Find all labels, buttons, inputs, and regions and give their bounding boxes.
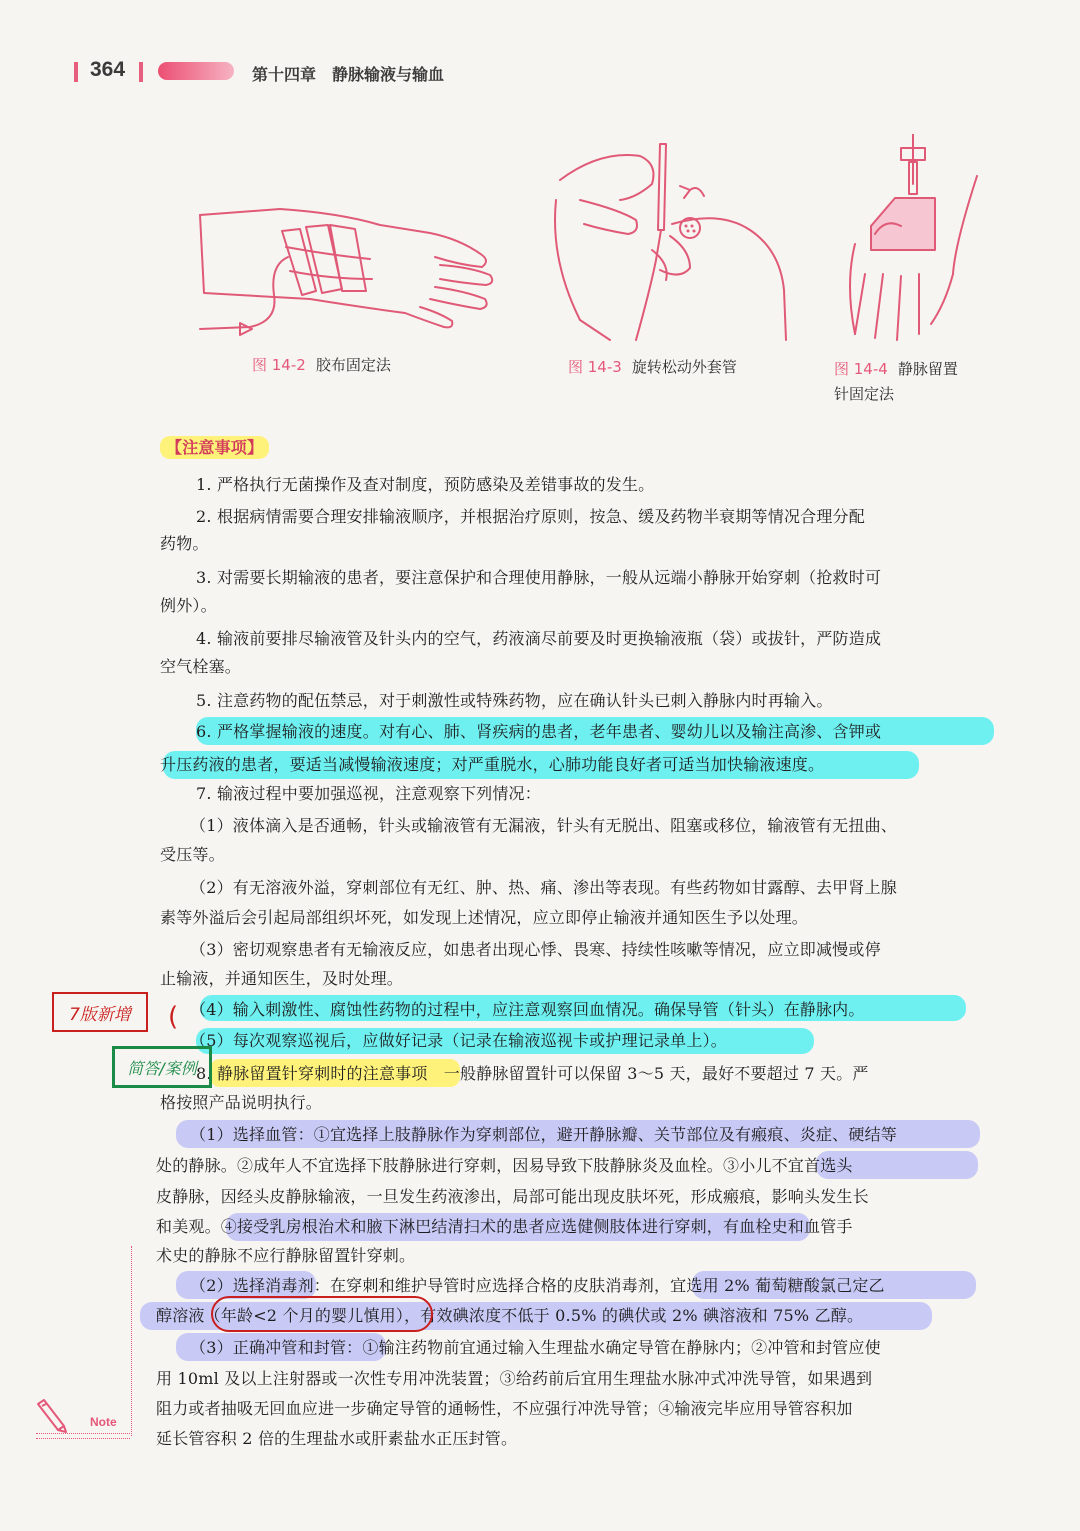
text-line: 药物。 [160,534,209,553]
annotation-bracket: ( [168,1002,179,1032]
text-line: 6. 严格掌握输液的速度。对有心、肺、肾疾病的患者，老年患者、婴幼儿以及输注高渗、含钾或 [196,722,882,741]
pencil-icon [34,1398,74,1434]
figure-14-4-illustration [835,134,980,344]
text-line: 受压等。 [160,845,225,864]
text-line: （3）密切观察患者有无输液反应，如患者出现心悸、畏寒、持续性咳嗽等情况，应立即减慢或停 [190,940,881,959]
text-line: （2）选择消毒剂：在穿刺和维护导管时应选择合格的皮肤消毒剂，宜选用 2% 葡萄糖酸氯己定乙 [190,1276,885,1295]
text-line: （1）选择血管：①宜选择上肢静脉作为穿刺部位，避开静脉瓣、关节部位及有瘢痕、炎症、硬结等 [190,1125,897,1144]
header-pill [158,62,234,80]
figure-14-4-caption-line2: 针固定法 [834,385,895,403]
text-line: 处的静脉。②成年人不宜选择下肢静脉进行穿刺，因易导致下肢静脉炎及血栓。③小儿不宜首选头 [156,1156,853,1175]
text-line: 醇溶液（年龄<2 个月的婴儿慎用），有效碘浓度不低于 0.5% 的碘伏或 2% 碘溶液和 75% 乙醇。 [156,1306,864,1325]
text-line: 延长管容积 2 倍的生理盐水或肝素盐水正压封管。 [156,1429,518,1448]
figure-14-3-illustration [540,140,790,350]
chapter-title: 第十四章 静脉输液与输血 [252,65,445,84]
section-title: 【注意事项】 [160,437,269,459]
figure-14-2-illustration [190,195,500,345]
figure-14-4-caption: 图 14-4 静脉留置 [834,360,958,378]
text-line: 素等外溢后会引起局部组织坏死，如发现上述情况，应立即停止输液并通知医生予以处理。 [160,908,809,927]
text-line: 例外）。 [160,596,217,615]
figure-14-3-caption: 图 14-3 旋转松动外套管 [568,358,737,376]
annotation-new-content-box: 7版新增 [52,992,148,1032]
annotation-question-type-box: 简答/案例 [112,1046,212,1088]
text-line: （2）有无溶液外溢，穿刺部位有无红、肿、热、痛、渗出等表现。有些药物如甘露醇、去甲肾上腺 [190,878,897,897]
note-divider-2 [36,1438,130,1439]
text-line: 2. 根据病情需要合理安排输液顺序，并根据治疗原则，按急、缓及药物半衰期等情况合理分配 [196,507,865,526]
text-line: 8. 静脉留置针穿刺时的注意事项 一般静脉留置针可以保留 3～5 天，最好不要超过 7 天。严 [196,1064,869,1083]
text-line: 5. 注意药物的配伍禁忌，对于刺激性或特殊药物，应在确认针头已刺入静脉内时再输入。 [196,691,833,710]
text-line: （1）液体滴入是否通畅，针头或输液管有无漏液，针头有无脱出、阻塞或移位，输液管有无扭曲、 [190,816,897,835]
text-line: 格按照产品说明执行。 [160,1093,323,1112]
text-line: 止输液，并通知医生，及时处理。 [160,969,404,988]
text-line: （4）输入刺激性、腐蚀性药物的过程中，应注意观察回血情况。确保导管（针头）在静脉内。 [190,1000,865,1019]
text-line: 3. 对需要长期输液的患者，要注意保护和合理使用静脉，一般从远端小静脉开始穿刺（抢救时可 [196,568,882,587]
text-line: 7. 输液过程中要加强巡视，注意观察下列情况： [196,784,541,803]
header-bar-right [139,62,143,82]
note-label: Note [90,1415,117,1429]
page-number: 364 [90,58,126,81]
text-line: 升压药液的患者，要适当减慢输液速度；对严重脱水，心肺功能良好者可适当加快输液速度。 [160,755,825,774]
text-line: （3）正确冲管和封管：①输注药物前宜通过输入生理盐水确定导管在静脉内；②冲管和封管应使 [190,1338,881,1357]
text-line: 皮静脉，因经头皮静脉输液，一旦发生药液渗出，局部可能出现皮肤坏死，形成瘢痕，影响头发生长 [156,1187,869,1206]
text-line: 术史的静脉不应行静脉留置针穿刺。 [156,1246,416,1265]
text-line: 1. 严格执行无菌操作及查对制度，预防感染及差错事故的发生。 [196,475,655,494]
text-line: 阻力或者抽吸无回血应进一步确定导管的通畅性，不应强行冲洗导管；④输液完毕应用导管容积加 [156,1399,853,1418]
note-divider-vertical [131,1246,132,1436]
annotation-red-circle [211,1296,433,1332]
header-bar-left [74,62,78,82]
figure-14-2-caption: 图 14-2 胶布固定法 [252,356,391,374]
text-line: 4. 输液前要排尽输液管及针头内的空气，药液滴尽前要及时更换输液瓶（袋）或拔针，严防造成 [196,629,882,648]
text-line: 用 10ml 及以上注射器或一次性专用冲洗装置；③给药前后宜用生理盐水脉冲式冲洗导管，如果遇到 [156,1369,873,1388]
note-divider [36,1433,130,1434]
text-line: （5）每次观察巡视后，应做好记录（记录在输液巡视卡或护理记录单上）。 [190,1031,727,1050]
text-line: 和美观。④接受乳房根治术和腋下淋巴结清扫术的患者应选健侧肢体进行穿刺，有血栓史和血管手 [156,1217,853,1236]
text-line: 空气栓塞。 [160,657,242,676]
